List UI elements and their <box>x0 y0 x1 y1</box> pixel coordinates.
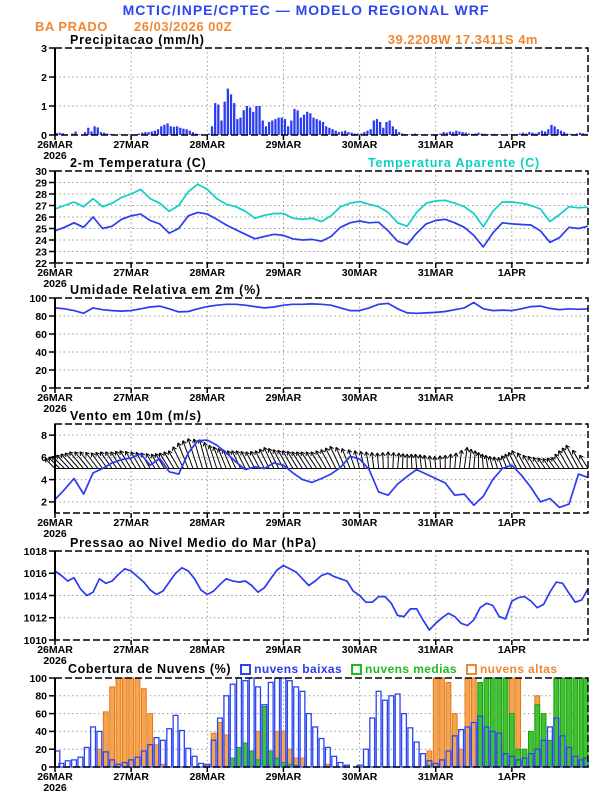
svg-text:0: 0 <box>41 382 47 395</box>
svg-text:28: 28 <box>35 188 47 201</box>
svg-text:60: 60 <box>35 328 47 341</box>
svg-text:4: 4 <box>41 474 47 487</box>
legend-high-clouds-label: nuvens altas <box>479 662 558 676</box>
svg-text:26MAR: 26MAR <box>37 644 73 656</box>
svg-text:26MAR: 26MAR <box>37 517 73 529</box>
svg-text:27: 27 <box>35 200 47 213</box>
svg-text:2026: 2026 <box>43 782 67 792</box>
svg-text:26MAR: 26MAR <box>37 771 73 783</box>
svg-text:1010: 1010 <box>23 634 47 647</box>
svg-text:28MAR: 28MAR <box>189 771 226 783</box>
legend-low-clouds <box>240 662 342 676</box>
svg-text:26: 26 <box>35 211 47 224</box>
svg-text:26MAR: 26MAR <box>37 392 73 404</box>
svg-text:2026: 2026 <box>43 528 67 540</box>
svg-text:29MAR: 29MAR <box>265 771 302 783</box>
svg-text:31MAR: 31MAR <box>417 139 454 151</box>
svg-text:27MAR: 27MAR <box>113 644 149 656</box>
svg-text:2026: 2026 <box>43 278 67 290</box>
svg-text:3: 3 <box>41 42 47 55</box>
svg-text:2026: 2026 <box>43 403 67 415</box>
panel-title-precipitation: Precipitacao (mm/h) <box>70 33 205 47</box>
svg-text:30MAR: 30MAR <box>341 267 378 279</box>
svg-text:1012: 1012 <box>23 612 47 625</box>
svg-text:22: 22 <box>35 257 47 270</box>
svg-text:23: 23 <box>35 246 47 259</box>
svg-text:1APR: 1APR <box>497 644 526 656</box>
low-clouds-swatch-icon <box>240 664 251 675</box>
svg-text:1014: 1014 <box>23 590 47 603</box>
svg-text:27MAR: 27MAR <box>113 517 149 529</box>
svg-text:31MAR: 31MAR <box>417 771 454 783</box>
svg-text:29MAR: 29MAR <box>265 644 302 656</box>
station-label: BA PRADO <box>35 19 108 34</box>
svg-text:25: 25 <box>35 223 47 236</box>
svg-text:8: 8 <box>41 429 47 442</box>
svg-text:1APR: 1APR <box>497 517 526 529</box>
svg-text:30MAR: 30MAR <box>341 139 378 151</box>
legend-high-clouds <box>466 662 558 676</box>
svg-text:0: 0 <box>41 761 47 774</box>
panel-title-cloud-cover: Cobertura de Nuvens (%) <box>68 662 232 676</box>
high-clouds-swatch-icon <box>466 664 477 675</box>
svg-text:60: 60 <box>35 708 47 721</box>
svg-text:40: 40 <box>35 726 47 739</box>
svg-text:27MAR: 27MAR <box>113 139 149 151</box>
station-coordinates-label: 39.2208W 17.3411S 4m <box>387 32 538 47</box>
mid-clouds-swatch-icon <box>351 664 362 675</box>
svg-text:1APR: 1APR <box>497 392 526 404</box>
run-datetime-label: 26/03/2026 00Z <box>134 19 233 34</box>
svg-text:31MAR: 31MAR <box>417 392 454 404</box>
svg-text:29MAR: 29MAR <box>265 517 302 529</box>
svg-text:2: 2 <box>41 496 47 509</box>
legend-mid-clouds-label: nuvens medias <box>365 662 457 676</box>
svg-text:1APR: 1APR <box>497 139 526 151</box>
svg-text:27MAR: 27MAR <box>113 267 149 279</box>
svg-text:1: 1 <box>41 100 47 113</box>
svg-text:24: 24 <box>35 234 47 247</box>
svg-text:28MAR: 28MAR <box>189 267 226 279</box>
svg-text:26MAR: 26MAR <box>37 267 73 279</box>
svg-text:27MAR: 27MAR <box>113 392 149 404</box>
svg-text:1016: 1016 <box>23 568 47 581</box>
svg-text:29MAR: 29MAR <box>265 139 302 151</box>
legend-mid-clouds <box>351 662 457 676</box>
svg-text:31MAR: 31MAR <box>417 517 454 529</box>
svg-text:20: 20 <box>35 744 47 756</box>
legend-low-clouds-label: nuvens baixas <box>254 662 343 676</box>
svg-text:29: 29 <box>35 177 47 190</box>
cloud-panel-header <box>68 662 557 676</box>
svg-text:30: 30 <box>35 165 47 178</box>
svg-text:27MAR: 27MAR <box>113 771 149 783</box>
panel-title-wind: Vento em 10m (m/s) <box>70 409 202 423</box>
page-title: MCTIC/INPE/CPTEC — MODELO REGIONAL WRF <box>122 2 490 18</box>
svg-text:100: 100 <box>29 672 47 685</box>
svg-text:29MAR: 29MAR <box>265 392 302 404</box>
legend-apparent-temperature: Temperatura Aparente (C) <box>367 156 540 170</box>
svg-text:1APR: 1APR <box>497 267 526 279</box>
svg-text:31MAR: 31MAR <box>417 267 454 279</box>
svg-text:28MAR: 28MAR <box>189 644 226 656</box>
svg-text:30MAR: 30MAR <box>341 392 378 404</box>
panel-title-humidity: Umidade Relativa em 2m (%) <box>70 283 261 297</box>
svg-text:28MAR: 28MAR <box>189 139 226 151</box>
svg-text:40: 40 <box>35 346 47 359</box>
svg-text:30MAR: 30MAR <box>341 644 378 656</box>
svg-text:1APR: 1APR <box>497 771 526 783</box>
svg-text:0: 0 <box>41 129 47 142</box>
svg-text:2: 2 <box>41 71 47 84</box>
svg-text:100: 100 <box>29 292 47 305</box>
svg-text:80: 80 <box>35 690 47 703</box>
svg-text:80: 80 <box>35 310 47 323</box>
svg-text:2026: 2026 <box>43 150 67 162</box>
svg-text:28MAR: 28MAR <box>189 517 226 529</box>
svg-text:6: 6 <box>41 452 47 465</box>
svg-text:20: 20 <box>35 364 47 377</box>
svg-text:26MAR: 26MAR <box>37 139 73 151</box>
svg-text:2026: 2026 <box>43 655 67 667</box>
panel-title-pressure: Pressao ao Nivel Medio do Mar (hPa) <box>70 536 317 550</box>
svg-text:30MAR: 30MAR <box>341 771 378 783</box>
svg-text:31MAR: 31MAR <box>417 644 454 656</box>
svg-text:29MAR: 29MAR <box>265 267 302 279</box>
panel-title-temperature: 2-m Temperatura (C) <box>70 156 207 170</box>
svg-text:30MAR: 30MAR <box>341 517 378 529</box>
svg-text:28MAR: 28MAR <box>189 392 226 404</box>
svg-text:1018: 1018 <box>23 545 47 558</box>
